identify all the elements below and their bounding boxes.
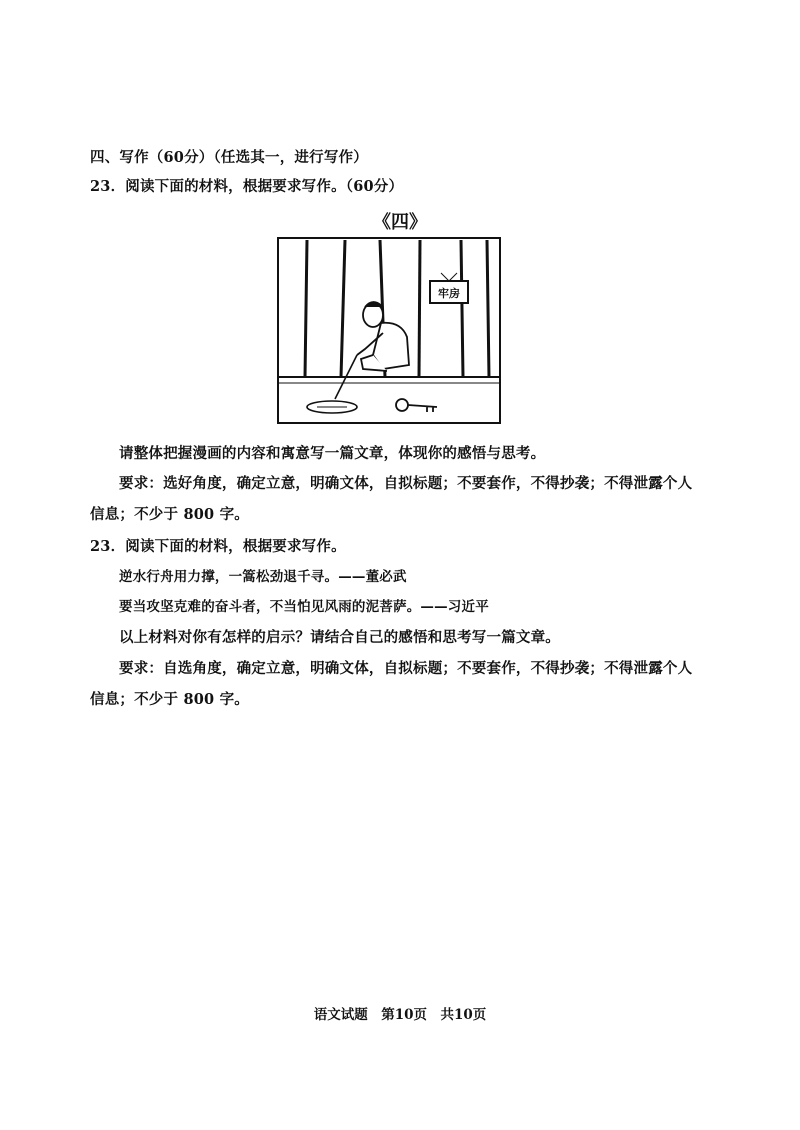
question-1-requirement-line-2: 信息；不少于 800 字。 bbox=[90, 506, 249, 523]
comic-sign-text: 牢房 bbox=[438, 287, 460, 300]
question-2-quote-1: 逆水行舟用力撑，一篙松劲退千寻。——董必武 bbox=[119, 569, 407, 585]
question-2-requirement-line-1: 要求：自选角度，确定立意，明确文体，自拟标题；不要套作，不得抄袭；不得泄露个人 bbox=[119, 660, 693, 677]
comic-title: 《四》 bbox=[373, 212, 427, 233]
question-2-prompt: 以上材料对你有怎样的启示？请结合自己的感悟和思考写一篇文章。 bbox=[119, 629, 560, 646]
question-2-requirement-line-2: 信息；不少于 800 字。 bbox=[90, 691, 249, 708]
question-1-requirement-line-1: 要求：选好角度，确定立意，明确文体，自拟标题；不要套作，不得抄袭；不得泄露个人 bbox=[119, 475, 693, 492]
section-heading: 四、写作（60分）（任选其一，进行写作） bbox=[90, 149, 368, 166]
question-2-quote-2: 要当攻坚克难的奋斗者，不当怕见风雨的泥菩萨。——习近平 bbox=[119, 599, 489, 615]
question-1-instruction: 请整体把握漫画的内容和寓意写一篇文章，体现你的感悟与思考。 bbox=[119, 445, 546, 462]
question-2-title: 23．阅读下面的材料，根据要求写作。 bbox=[90, 538, 346, 555]
question-1-title: 23．阅读下面的材料，根据要求写作。（60分） bbox=[90, 178, 404, 195]
page-footer: 语文试题 第10页 共10页 bbox=[313, 1007, 487, 1023]
comic-illustration bbox=[277, 237, 501, 424]
